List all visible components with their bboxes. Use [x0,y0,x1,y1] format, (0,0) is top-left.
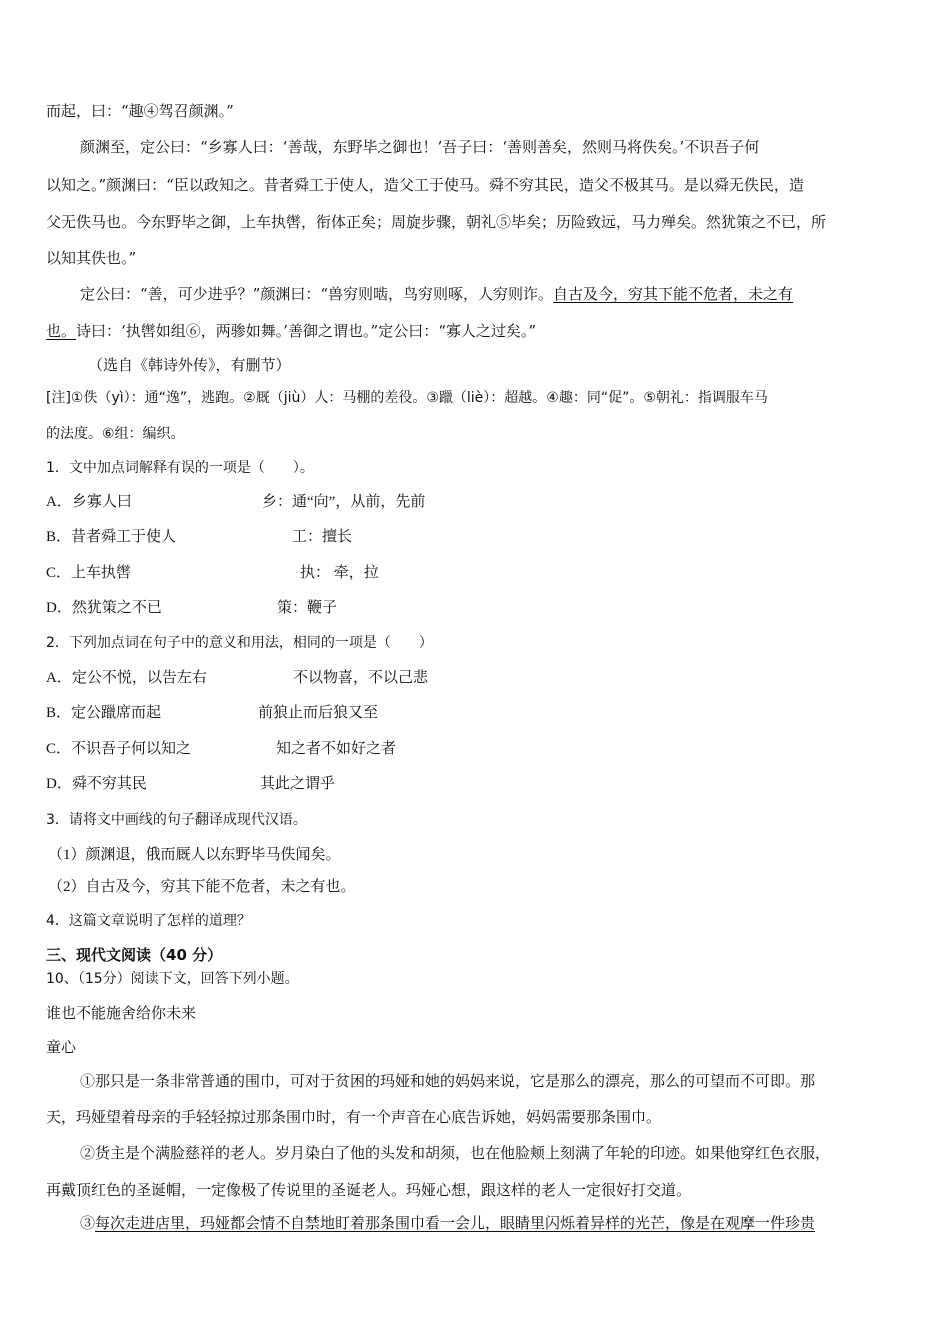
question-3-stem: 3．请将文中画线的句子翻译成现代汉语。 [46,812,307,828]
article-title: 谁也不能施舍给你未来 [46,1004,197,1022]
passage-source: （选自《韩诗外传》，有删节） [88,356,291,374]
q2-option-d-gloss: 其此之谓乎 [260,776,336,792]
passage-line-6-text: 定公曰：“善，可少进乎？”颜渊曰：“兽穷则啮，鸟穷则啄，人穷则诈。 [80,285,554,303]
passage-line-6 [80,284,906,304]
q2-option-b[interactable]: B．定公躐席而起 [46,705,162,721]
article-para-2-line-2: 再戴顶红色的圣诞帽，一定像极了传说里的圣诞老人。玛娅心想，跟这样的老人一定很好打交道。 [46,1181,692,1199]
q1-option-a-gloss: 乡：通“向”，从前，先前 [262,494,426,510]
article-para-1-line-1: ①那只是一条非常普通的围巾，可对于贫困的玛娅和她的妈妈来说，它是那么的漂亮，那么的可望而不可即。那 [80,1072,816,1090]
q1-option-d[interactable]: D．然犹策之不已 [46,600,162,616]
article-para-1-line-2: 天，玛娅望着母亲的手轻轻掠过那条围巾时，有一个声音在心底告诉她，妈妈需要那条围巾。 [46,1108,662,1126]
passage-line-5: 以知其佚也。” [46,249,137,267]
section-3-heading: 三、现代文阅读（40 分） [46,946,223,964]
q1-option-b[interactable]: B．昔者舜工于使人 [46,529,177,545]
q2-option-c[interactable]: C．不识吾子何以知之 [46,741,192,757]
question-10-stem: 10、（15分）阅读下文，回答下列小题。 [46,971,299,987]
notes-line-2: 的法度。⑥组：编织。 [46,426,185,442]
question-4-stem: 4．这篇文章说明了怎样的道理？ [46,913,251,929]
passage-line-4: 父无佚马也。今东野毕之御，上车执辔，衔体正矣；周旋步骤，朝礼⑤毕矣；历险致远，马力殚矣。然犹策之不已，所 [46,213,827,231]
q1-option-c-gloss: 执： 牵，拉 [300,565,379,581]
passage-line-7 [46,321,906,341]
underlined-sentence-part-1: 自古及今，穷其下能不危者，未之有 [553,285,794,303]
q1-option-d-gloss: 策：鞭子 [277,600,338,616]
q2-option-c-gloss: 知之者不如好之者 [276,741,397,757]
passage-line-3: 以知之。”颜渊曰：“臣以政知之。昔者舜工于使人，造父工于使马。舜不穷其民，造父不极其马。是以舜无佚民，造 [46,176,804,194]
question-2-stem: 2．下列加点词在句子中的意义和用法，相同的一项是（ ） [46,635,433,651]
passage-line-1: 而起，曰：“趣④驾召颜渊。” [46,102,234,120]
passage-line-2: 颜渊至，定公曰：“乡寡人曰：‘善哉，东野毕之御也！’吾子曰：‘善则善矣，然则马将佚矣。’不识吾子何 [80,138,760,156]
q1-option-b-gloss: 工：擅长 [292,529,353,545]
q2-option-d[interactable]: D．舜不穷其民 [46,776,147,792]
article-author: 童心 [46,1038,77,1056]
question-3-sentence-1: （1）颜渊退，俄而厩人以东野毕马佚闻矣。 [48,847,341,863]
article-para-3-line-1 [80,1213,906,1233]
question-3-sentence-2: （2）自古及今，穷其下能不危者，未之有也。 [48,879,356,895]
q1-option-a[interactable]: A．乡寡人曰 [46,494,132,510]
passage-line-7-text: 诗曰：‘执辔如组⑥，两骖如舞。’善御之谓也。”定公曰：“寡人之过矣。” [76,322,537,340]
notes-line-1: [注]①佚（yì）：通“逸”，逃跑。②厩（jiù）人：马棚的差役。③躐（liè）：超越。④趣：同“促”。⑤朝礼：指调服车马 [46,390,768,406]
underlined-sentence-part-2: 也。 [46,322,77,340]
question-1-stem: 1．文中加点词解释有误的一项是（ ）。 [46,460,314,476]
q2-option-b-gloss: 前狼止而后狼又至 [258,705,379,721]
q2-option-a-gloss: 不以物喜，不以己悲 [293,670,429,686]
para-3-number: ③ [80,1214,96,1232]
q2-option-a[interactable]: A．定公不悦，以告左右 [46,670,207,686]
q1-option-c[interactable]: C．上车执辔 [46,565,132,581]
article-para-2-line-1: ②货主是个满脸慈祥的老人。岁月染白了他的头发和胡须，也在他脸颊上刻满了年轮的印迹。如果他穿红色衣服， [80,1144,831,1162]
underlined-sentence-para-3: 每次走进店里，玛娅都会情不自禁地盯着那条围巾看一会儿，眼睛里闪烁着异样的光芒，像是在观摩一件珍贵 [95,1214,816,1232]
